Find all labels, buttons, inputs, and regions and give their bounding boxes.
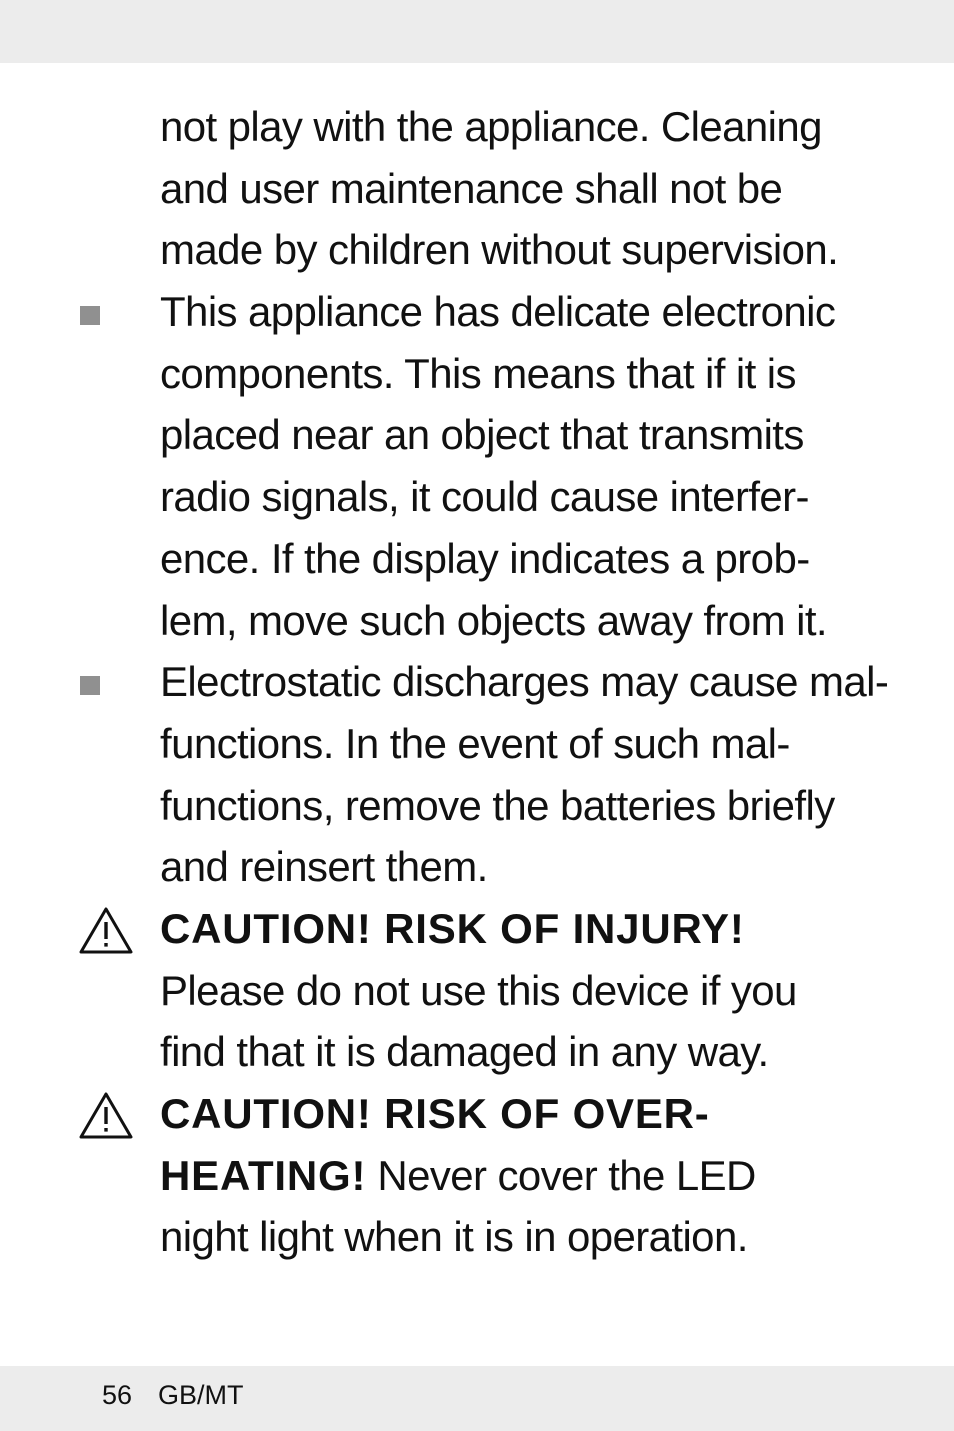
warning-overheating (0, 1083, 954, 1268)
text-line: not play with the appliance. Cleaning (160, 103, 822, 150)
language-code: GB/MT (158, 1380, 244, 1410)
warning-heading (160, 898, 894, 960)
list-item-electrostatic (0, 651, 954, 898)
text-line: functions, remove the batteries briefly (160, 781, 835, 829)
text-line: This appliance has delicate electronic (160, 288, 836, 336)
text-line: Electrostatic discharges may cause mal- (160, 658, 889, 706)
warning-heading-text: CAUTION! RISK OF INJURY! (160, 904, 745, 952)
text-line: night light when it is in operation. (160, 1213, 748, 1261)
text-run: Never cover the LED (366, 1151, 756, 1199)
text-line: functions. In the event of such mal- (160, 719, 790, 767)
square-bullet-icon (80, 306, 100, 325)
text-line (160, 1145, 894, 1207)
text-line: components. This means that if it is (160, 349, 796, 397)
top-band (0, 0, 954, 63)
warning-heading-text: CAUTION! RISK OF OVER- (160, 1090, 710, 1137)
text-line: Please do not use this device if you (160, 966, 797, 1014)
warning-triangle-icon (78, 906, 134, 956)
list-item-electronic (0, 281, 954, 651)
page-content (0, 96, 954, 1268)
text-line: placed near an object that transmits (160, 411, 804, 459)
warning-heading (160, 1083, 894, 1145)
text-line: and user maintenance shall not be (160, 164, 783, 212)
text-line: lem, move such objects away from it. (160, 596, 827, 644)
square-bullet-icon (80, 676, 100, 695)
text-line: radio signals, it could cause interfer- (160, 473, 809, 521)
text-line: find that it is damaged in any way. (160, 1028, 769, 1076)
paragraph-intro (0, 96, 954, 281)
text-line: ence. If the display indicates a prob- (160, 534, 810, 582)
page-footer (102, 1377, 244, 1413)
text-line: made by children without supervision. (160, 226, 839, 274)
page-number: 56 (102, 1380, 133, 1410)
warning-injury (0, 898, 954, 1083)
warning-heading-text: HEATING! (160, 1151, 367, 1199)
text-line: and reinsert them. (160, 843, 488, 891)
warning-triangle-icon (78, 1091, 134, 1141)
